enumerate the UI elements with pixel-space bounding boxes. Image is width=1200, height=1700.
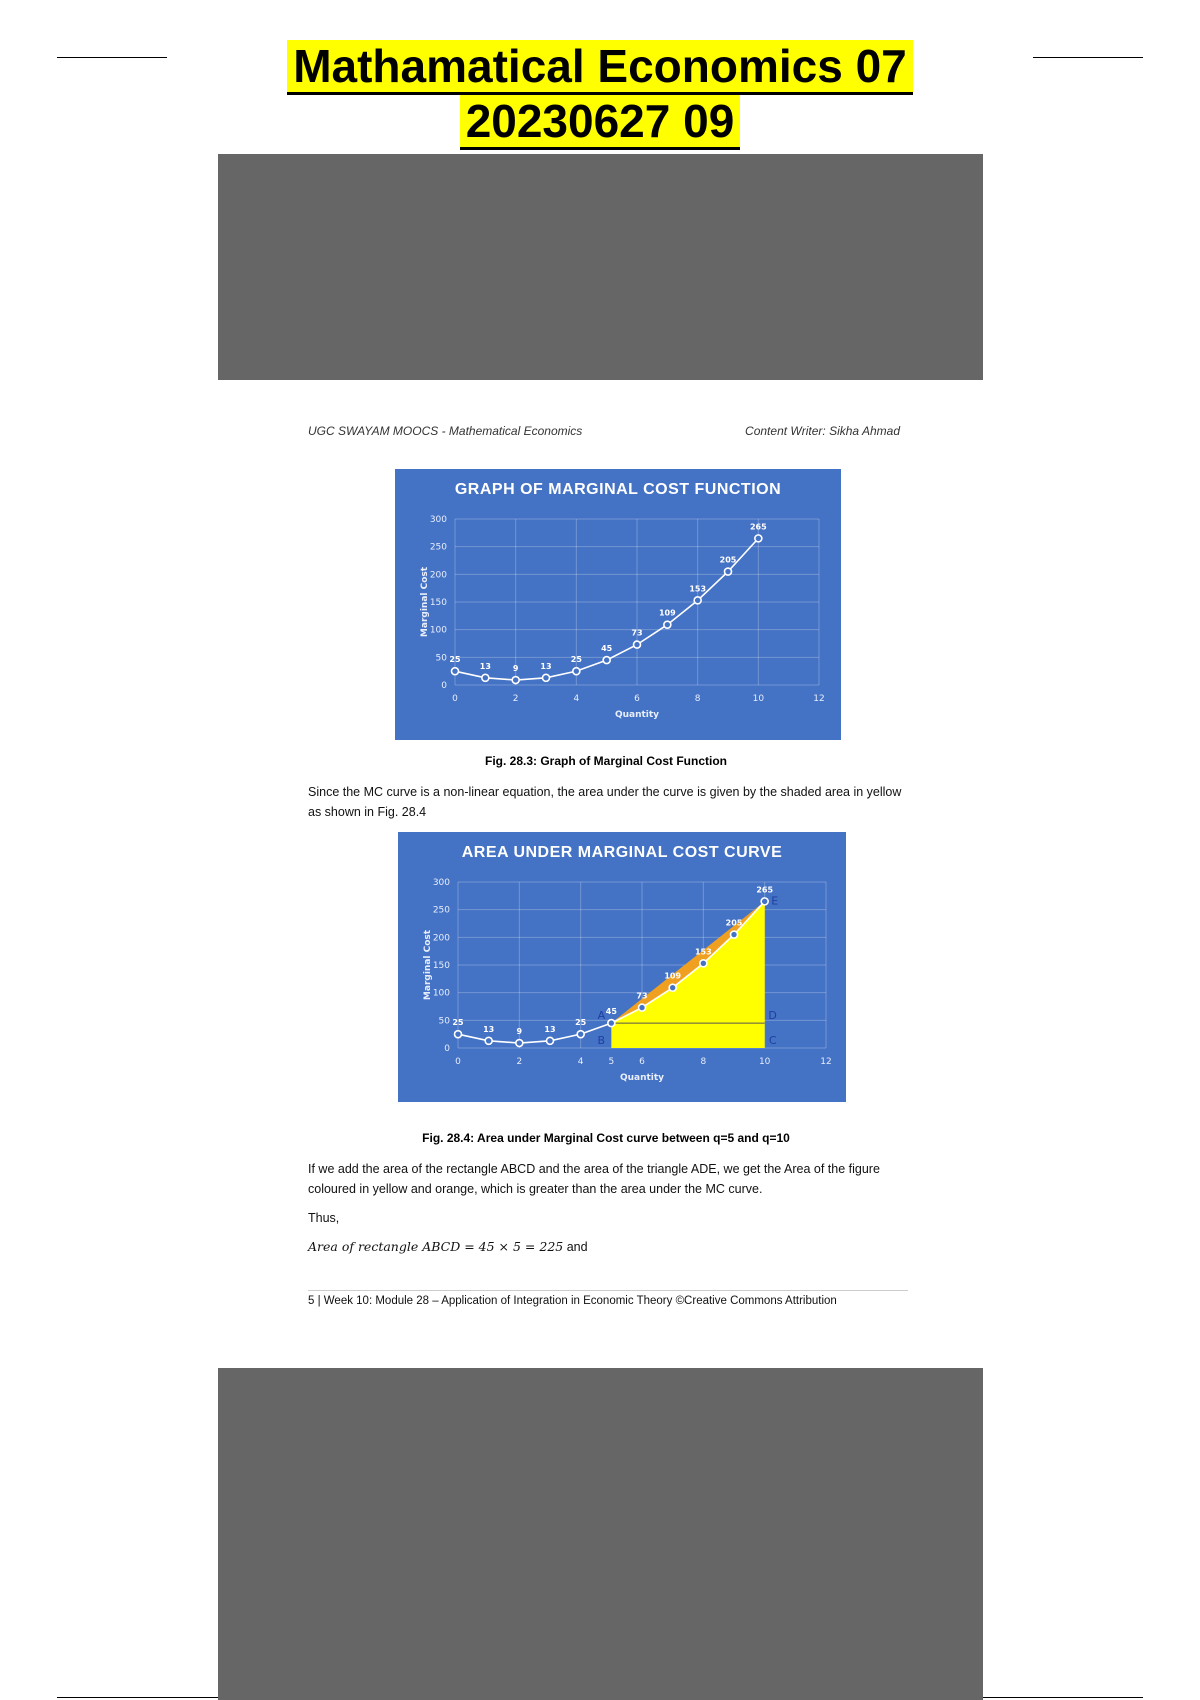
title-line-1: Mathamatical Economics 07 <box>287 40 913 95</box>
data-label: 25 <box>449 655 461 665</box>
data-point <box>755 535 762 542</box>
x-tick-label: 6 <box>639 1057 645 1067</box>
area-under-curve-chart <box>398 832 846 1102</box>
data-label: 73 <box>636 991 648 1001</box>
x-tick-label: 2 <box>512 694 519 704</box>
data-label: 205 <box>725 918 743 928</box>
x-tick-label: 10 <box>752 694 765 704</box>
data-point <box>516 1040 523 1047</box>
point-label-a: A <box>597 1009 606 1023</box>
title-line-2: 20230627 09 <box>460 95 741 150</box>
point-label-b: B <box>597 1034 606 1047</box>
data-point <box>639 1004 646 1011</box>
data-label: 45 <box>605 1007 617 1017</box>
paragraph-1: Since the MC curve is a non-linear equation, the area under the curve is given by the shaded area in yellow as shown in Fig. 28.4 <box>308 785 902 819</box>
y-tick-label: 250 <box>429 542 447 553</box>
y-tick-label: 0 <box>444 1044 450 1054</box>
x-tick-label: 12 <box>813 694 825 704</box>
data-label: 25 <box>452 1018 464 1028</box>
data-point <box>700 960 707 967</box>
data-label: 153 <box>689 584 707 594</box>
paragraph-2: If we add the area of the rectangle ABCD and the area of the triangle ADE, we get the Area of the figure coloured in yellow and orange, which is greater than the area under the MC curve. <box>308 1162 880 1196</box>
y-tick-label: 300 <box>432 878 450 888</box>
paragraph-4-tail: and <box>563 1240 588 1254</box>
data-label: 265 <box>756 885 774 895</box>
chart-title: AREA UNDER MARGINAL COST CURVE <box>461 844 783 861</box>
x-tick-label: 12 <box>820 1057 832 1067</box>
data-point <box>608 1020 615 1027</box>
y-tick-label: 50 <box>438 1016 450 1027</box>
x-axis-label: Quantity <box>619 1073 665 1083</box>
point-label-c: C <box>768 1034 777 1047</box>
x-tick-label: 8 <box>700 1057 707 1067</box>
data-label: 109 <box>664 971 682 981</box>
chart-plot <box>398 832 846 1102</box>
data-point <box>573 668 580 675</box>
x-tick-label: 0 <box>452 694 458 704</box>
data-point <box>634 641 641 648</box>
y-axis-label: Marginal Cost <box>420 566 430 638</box>
data-point <box>731 931 738 938</box>
x-tick-label: 0 <box>455 1057 461 1067</box>
data-point <box>543 674 550 681</box>
data-label: 13 <box>544 1024 556 1034</box>
data-label: 153 <box>694 947 712 957</box>
data-label: 9 <box>512 664 519 674</box>
doc-header-left: UGC SWAYAM MOOCS - Mathematical Economics <box>308 424 583 438</box>
data-label: 13 <box>479 661 491 671</box>
y-tick-label: 200 <box>432 933 450 944</box>
x-tick-label: 8 <box>694 694 701 704</box>
data-label: 45 <box>601 644 613 654</box>
y-tick-label: 250 <box>432 905 450 916</box>
data-label: 265 <box>749 522 767 532</box>
paragraph-4 <box>308 1237 908 1257</box>
y-axis-label: Marginal Cost <box>423 929 433 1001</box>
data-label: 13 <box>540 661 552 671</box>
y-tick-label: 100 <box>432 988 450 999</box>
data-point <box>452 668 459 675</box>
x-tick-label: 4 <box>577 1057 584 1067</box>
point-label-e: E <box>771 894 779 908</box>
data-point <box>603 657 610 664</box>
figure-caption-1: Fig. 28.3: Graph of Marginal Cost Function <box>484 754 727 768</box>
data-point <box>482 674 489 681</box>
y-tick-label: 50 <box>435 653 447 664</box>
data-label: 73 <box>631 628 643 638</box>
x-tick-label: 4 <box>573 694 580 704</box>
data-point <box>485 1037 492 1044</box>
point-label-d: D <box>768 1009 777 1023</box>
y-tick-label: 150 <box>429 598 447 608</box>
gray-block-bottom <box>218 1368 983 1700</box>
y-tick-label: 200 <box>429 570 447 581</box>
page-footer: 5 | Week 10: Module 28 – Application of Integration in Economic Theory ©Creative Commons Attribution <box>308 1290 908 1307</box>
data-point <box>669 984 676 991</box>
x-tick-label: 5 <box>608 1057 615 1067</box>
data-point <box>761 898 768 905</box>
x-tick-label: 2 <box>516 1057 523 1067</box>
data-point <box>694 597 701 604</box>
marginal-cost-chart <box>395 469 841 740</box>
area-equation: Area of rectangle ABCD = 45 × 5 = 225 <box>308 1239 564 1254</box>
data-label: 13 <box>483 1024 495 1034</box>
data-label: 109 <box>658 608 676 618</box>
data-label: 205 <box>719 555 737 565</box>
data-point <box>455 1031 462 1038</box>
x-tick-label: 6 <box>634 694 640 704</box>
data-point <box>725 568 732 575</box>
x-tick-label: 10 <box>758 1057 771 1067</box>
paragraph-3: Thus, <box>308 1211 340 1225</box>
data-point <box>577 1031 584 1038</box>
doc-header-right: Content Writer: Sikha Ahmad <box>745 424 900 438</box>
y-tick-label: 300 <box>429 515 447 525</box>
data-point <box>547 1037 554 1044</box>
data-point <box>512 677 519 684</box>
x-axis-label: Quantity <box>614 710 660 720</box>
y-tick-label: 0 <box>441 681 447 691</box>
data-point <box>664 621 671 628</box>
page-title <box>0 40 1200 150</box>
y-tick-label: 150 <box>432 961 450 971</box>
figure-caption-2: Fig. 28.4: Area under Marginal Cost curve between q=5 and q=10 <box>422 1131 790 1145</box>
chart-plot <box>395 469 841 740</box>
data-label: 25 <box>575 1018 587 1028</box>
data-label: 25 <box>570 655 582 665</box>
data-label: 9 <box>516 1027 523 1037</box>
chart-title: GRAPH OF MARGINAL COST FUNCTION <box>454 481 782 498</box>
y-tick-label: 100 <box>429 625 447 636</box>
gray-block-top <box>218 154 983 380</box>
